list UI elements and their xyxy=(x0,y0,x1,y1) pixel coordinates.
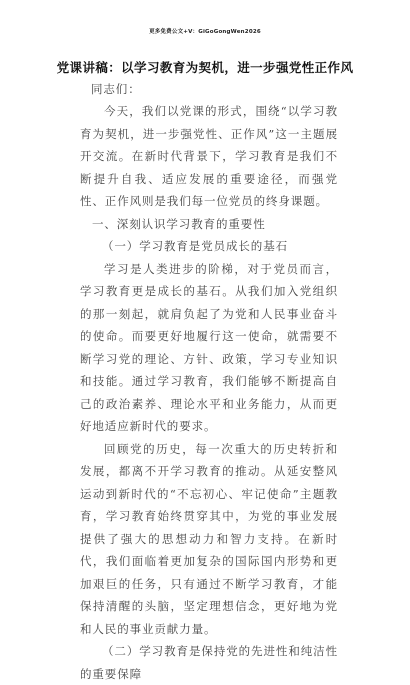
intro-paragraph: 今天，我们以党课的形式，围绕“以学习教育为契机，进一步强党性、正作风”这一主题展开交流。在新时代背景下，学习教育是我们不断提升自我、适应发展的重要途径，而强党性、正作风则是我们每一位党员的终身课题。 xyxy=(80,104,338,208)
header-note: 更多免费公文+V：GiGoGongWen2026 xyxy=(149,29,261,35)
section-heading-1: 一、深刻认识学习教育的重要性 xyxy=(92,216,266,231)
document-body xyxy=(80,100,338,685)
subsection-heading-2: （二）学习教育是保持党的先进性和纯洁性的重要保障 xyxy=(80,644,338,681)
subsection-heading-1: （一）学习教育是党员成长的基石 xyxy=(102,239,288,253)
body-paragraph-2: 回顾党的历史，每一次重大的历史转折和发展，都离不开学习教育的推动。从延安整风运动到新时代的“不忘初心、牢记使命”主题教育，学习教育始终贯穿其中，为党的事业发展提供了强大的思想动力和智力支持。在新时代，我们面临着更加复杂的国际国内形势和更加艰巨的任务，只有通过不断学习教育，才能保持清醒的头脑，坚定理想信念，更好地为党和人民的事业贡献力量。 xyxy=(80,441,338,636)
document-title: 党课讲稿：以学习教育为契机，进一步强党性正作风 xyxy=(56,60,354,75)
body-paragraph-1: 学习是人类进步的阶梯，对于党员而言，学习教育更是成长的基石。从我们加入党组织的那一刻起，就肩负起了为党和人民事业奋斗的使命。而要更好地履行这一使命，就需要不断学习党的理论、方针、政策，学习专业知识和技能。通过学习教育，我们能够不断提高自己的政治素养、理论水平和业务能力，从而更好地适应新时代的要求。 xyxy=(80,261,338,433)
salutation: 同志们： xyxy=(91,82,141,96)
